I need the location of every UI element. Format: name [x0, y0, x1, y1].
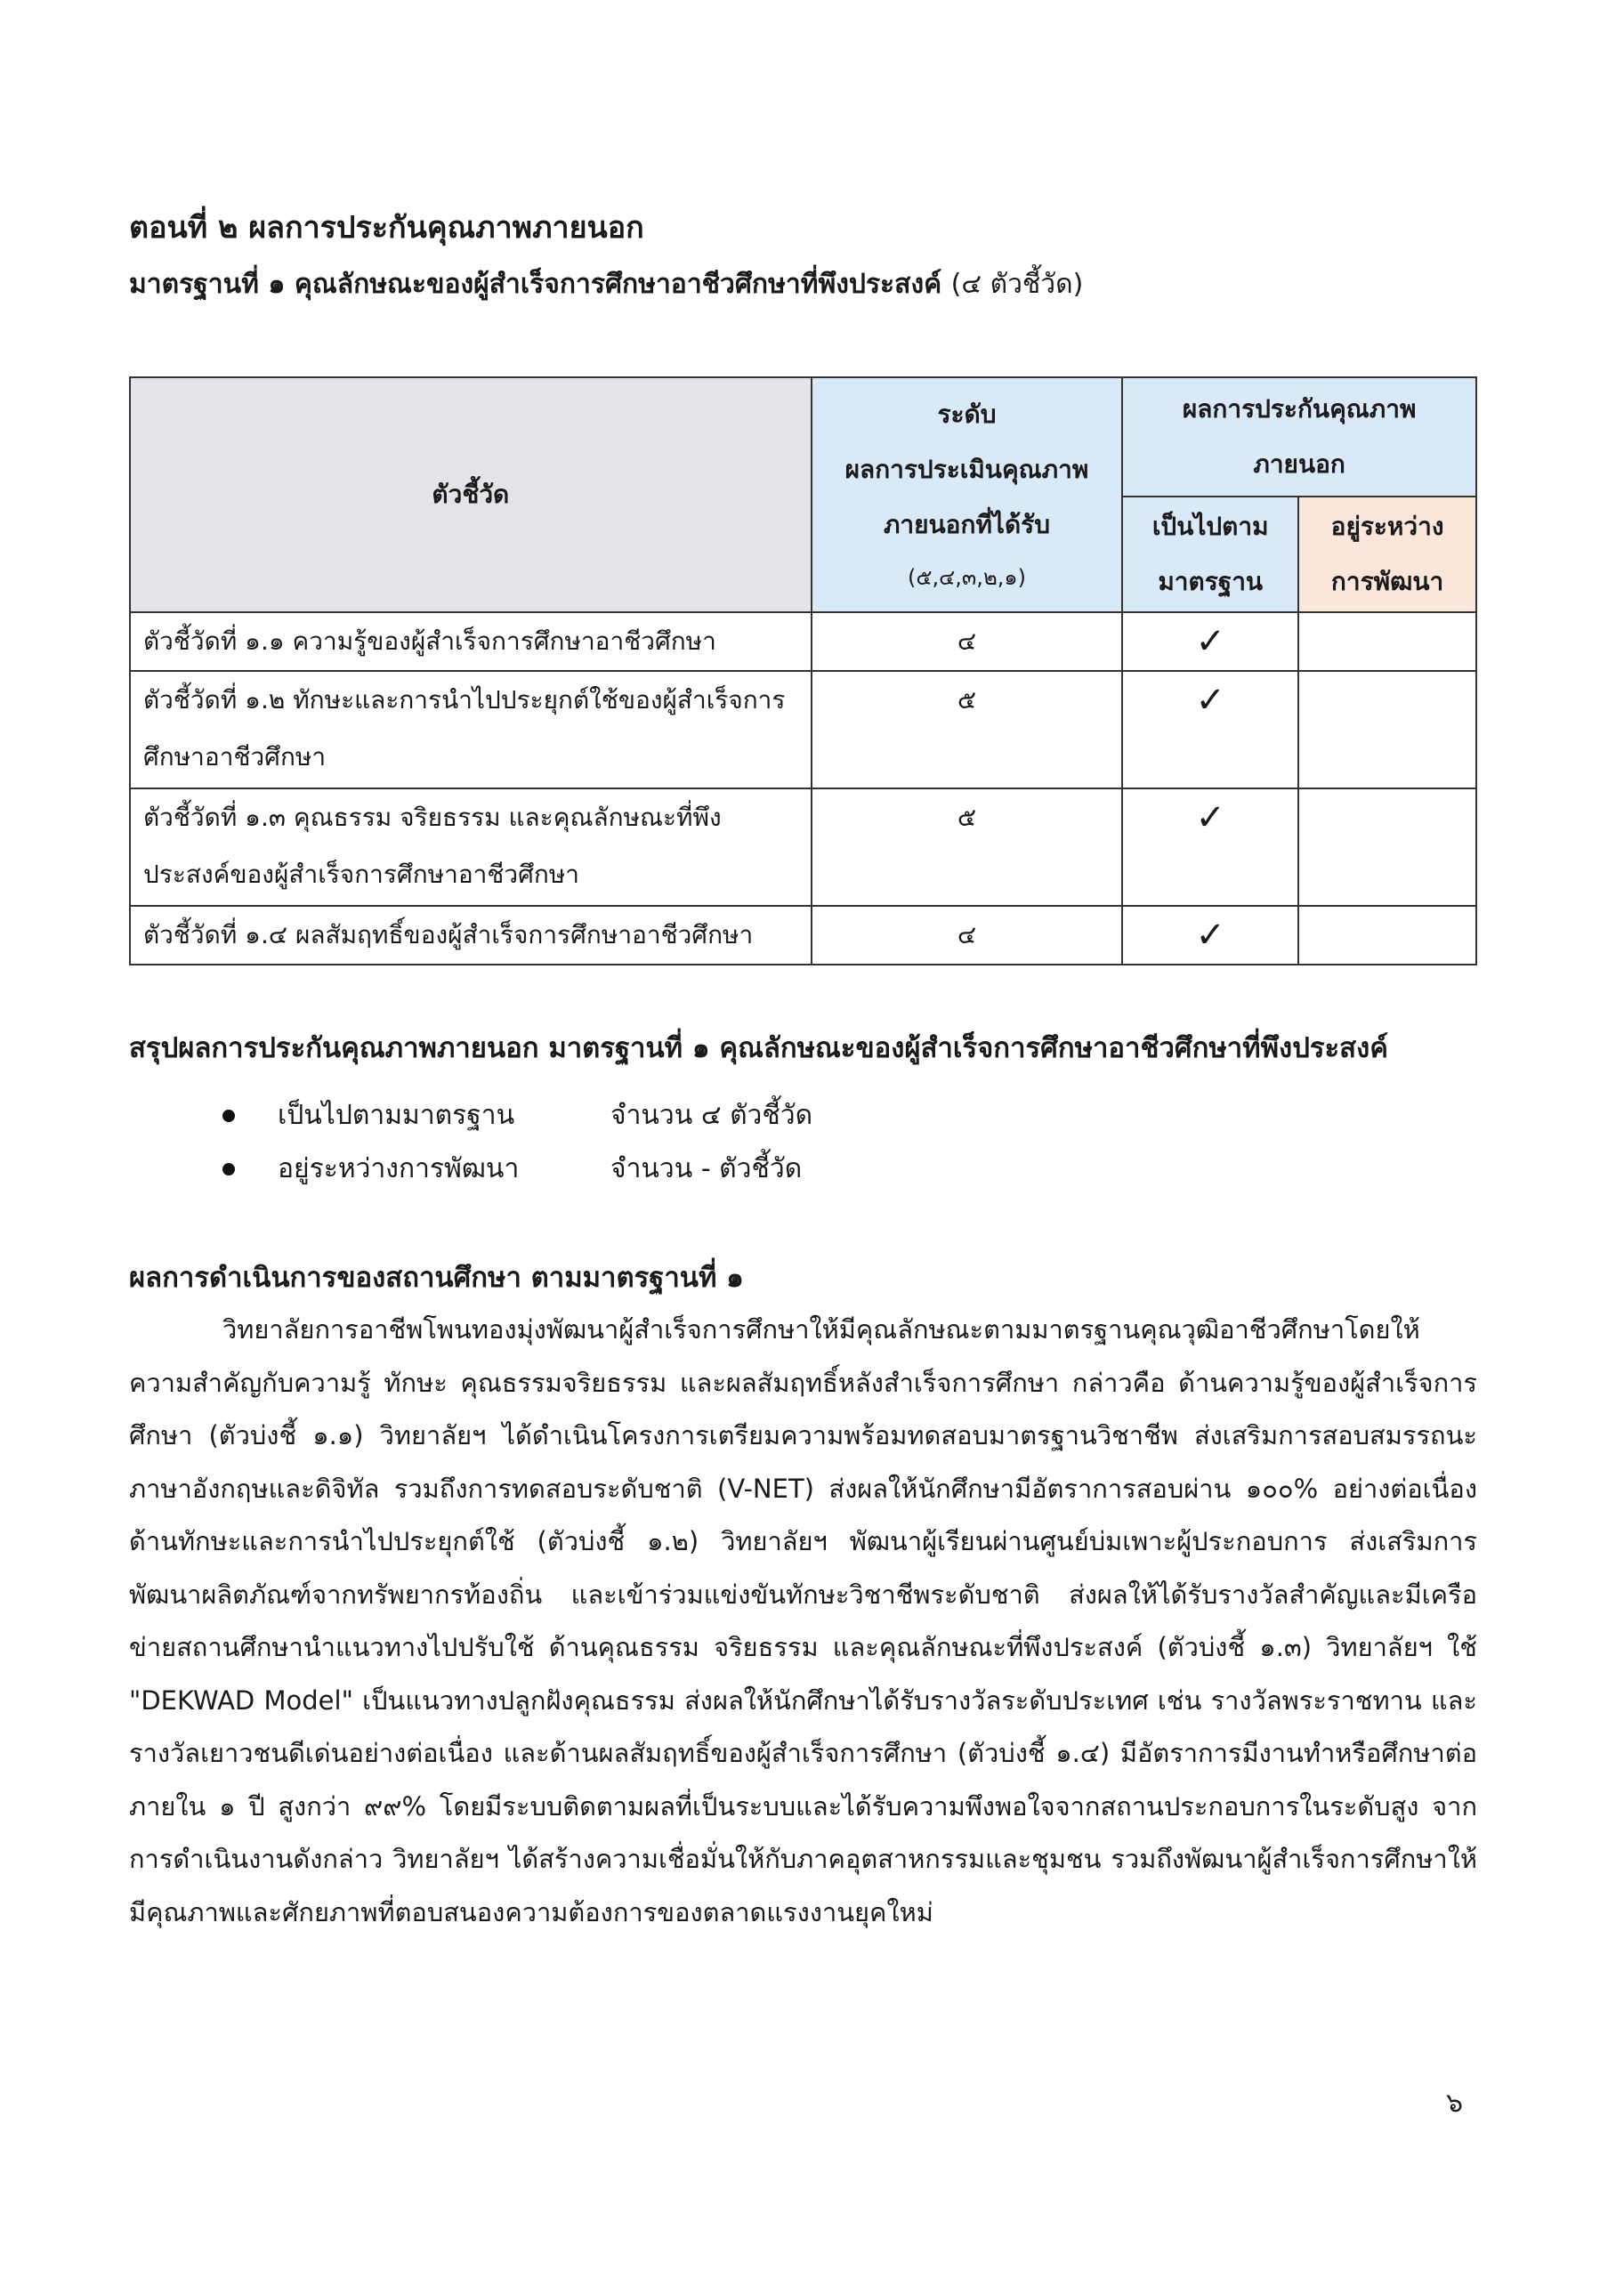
page-number: ๖ [1446, 2088, 1464, 2119]
row-dev [1298, 788, 1476, 906]
row-dev [1298, 671, 1476, 788]
table-row [130, 671, 1476, 788]
summary-item [222, 1095, 812, 1136]
header-dev-line-1: อยู่ระหว่าง [1330, 512, 1444, 541]
header-result-line-1: ผลการประกันคุณภาพ [1182, 394, 1417, 424]
indicator-table [129, 376, 1477, 965]
row-indicator: ตัวชี้วัดที่ ๑.๒ ทักษะและการนำไปประยุกต์ใช้ของผู้สำเร็จการศึกษาอาชีวศึกษา [130, 671, 812, 788]
summary-item-label: อยู่ระหว่างการพัฒนา [278, 1153, 520, 1184]
bullet-icon [222, 1110, 235, 1122]
header-level [812, 377, 1123, 612]
header-result [1122, 377, 1476, 497]
row-level: ๔ [812, 906, 1123, 965]
row-level: ๕ [812, 788, 1123, 906]
summary-item-label: เป็นไปตามมาตรฐาน [278, 1100, 515, 1131]
row-dev [1298, 612, 1476, 671]
standard-title-text: มาตรฐานที่ ๑ คุณลักษณะของผู้สำเร็จการศึกษาอาชีวศึกษาที่พึงประสงค์ [129, 269, 942, 300]
check-icon: ✓ [1122, 612, 1298, 671]
standard-indicator-count: (๔ ตัวชี้วัด) [950, 269, 1084, 300]
header-level-line-3: ภายนอกที่ได้รับ [883, 510, 1050, 539]
check-icon: ✓ [1122, 906, 1298, 965]
header-dev-line-2: การพัฒนา [1330, 567, 1444, 596]
header-dev [1298, 497, 1476, 612]
header-level-scale: (๕,๔,๓,๒,๑) [907, 565, 1026, 590]
header-result-line-2: ภายนอก [1253, 449, 1345, 479]
table-row [130, 906, 1476, 965]
check-icon: ✓ [1122, 671, 1298, 788]
row-level: ๕ [812, 671, 1123, 788]
row-indicator: ตัวชี้วัดที่ ๑.๔ ผลสัมฤทธิ์ของผู้สำเร็จการศึกษาอาชีวศึกษา [130, 906, 812, 965]
summary-title: สรุปผลการประกันคุณภาพภายนอก มาตรฐานที่ ๑ คุณลักษณะของผู้สำเร็จการศึกษาอาชีวศึกษาที่พึงประสงค์ [129, 1032, 1388, 1064]
header-pass [1122, 497, 1298, 612]
standard-title [129, 263, 1083, 305]
part-title: ตอนที่ ๒ ผลการประกันคุณภาพภายนอก [129, 210, 644, 246]
header-pass-line-1: เป็นไปตาม [1151, 512, 1269, 541]
row-dev [1298, 906, 1476, 965]
table-row [130, 612, 1476, 671]
header-level-line-2: ผลการประเมินคุณภาพ [844, 455, 1089, 484]
summary-item [222, 1148, 802, 1190]
body-paragraph [129, 1304, 1477, 1939]
summary-item-count: จำนวน ๔ ตัวชี้วัด [610, 1100, 813, 1131]
row-indicator: ตัวชี้วัดที่ ๑.๑ ความรู้ของผู้สำเร็จการศึกษาอาชีวศึกษา [130, 612, 812, 671]
summary-item-count: จำนวน - ตัวชี้วัด [610, 1153, 803, 1184]
bullet-icon [222, 1163, 235, 1175]
header-indicator: ตัวชี้วัด [130, 377, 812, 612]
header-pass-line-2: มาตรฐาน [1158, 567, 1264, 596]
table-row [130, 788, 1476, 906]
header-level-line-1: ระดับ [937, 400, 997, 429]
row-indicator: ตัวชี้วัดที่ ๑.๓ คุณธรรม จริยธรรม และคุณลักษณะที่พึงประสงค์ของผู้สำเร็จการศึกษาอาชีวศึกษา [130, 788, 812, 906]
body-text: วิทยาลัยการอาชีพโพนทองมุ่งพัฒนาผู้สำเร็จการศึกษาให้มีคุณลักษณะตามมาตรฐานคุณวุฒิอาชีวศึกษาโดยให้ความสำคัญกับความรู้ ทักษะ คุณธรรมจริยธรรม และผลสัมฤทธิ์หลังสำเร็จการศึกษา กล่าวคือ ด้านความรู้ของผู้สำเร็จการศึกษา (ตัวบ่งชี้ ๑.๑) วิทยาลัยฯ ได้ดำเนินโครงการเตรียมความพร้อมทดสอบมาตรฐานวิชาชีพ ส่งเสริมการสอบสมรรถนะภาษาอังกฤษและดิจิทัล รวมถึงการทดสอบระดับชาติ (V-NET) ส่งผลให้นักศึกษามีอัตราการสอบผ่าน ๑๐๐% อย่างต่อเนื่อง ด้านทักษะและการนำไปประยุกต์ใช้ (ตัวบ่งชี้ ๑.๒) วิทยาลัยฯ พัฒนาผู้เรียนผ่านศูนย์บ่มเพาะผู้ประกอบการ ส่งเสริมการพัฒนาผลิตภัณฑ์จากทรัพยากรท้องถิ่น และเข้าร่วมแข่งขันทักษะวิชาชีพระดับชาติ ส่งผลให้ได้รับรางวัลสำคัญและมีเครือข่ายสถานศึกษานำแนวทางไปปรับใช้ ด้านคุณธรรม จริยธรรม และคุณลักษณะที่พึงประสงค์ (ตัวบ่งชี้ ๑.๓) วิทยาลัยฯ ใช้ "DEKWAD Model" เป็นแนวทางปลูกฝังคุณธรรม ส่งผลให้นักศึกษาได้รับรางวัลระดับประเทศ เช่น รางวัลพระราชทาน และรางวัลเยาวชนดีเด่นอย่างต่อเนื่อง และด้านผลสัมฤทธิ์ของผู้สำเร็จการศึกษา (ตัวบ่งชี้ ๑.๔) มีอัตราการมีงานทำหรือศึกษาต่อภายใน ๑ ปี สูงกว่า ๙๙% โดยมีระบบติดตามผลที่เป็นระบบและได้รับความพึงพอใจจากสถานประกอบการในระดับสูง จากการดำเนินงานดังกล่าว วิทยาลัยฯ ได้สร้างความเชื่อมั่นให้กับภาคอุตสาหกรรมและชุมชน รวมถึงพัฒนาผู้สำเร็จการศึกษาให้มีคุณภาพและศักยภาพที่ตอบสนองความต้องการของตลาดแรงงานยุคใหม่ [129, 1314, 1477, 1927]
body-title: ผลการดำเนินการของสถานศึกษา ตามมาตรฐานที่ ๑ [129, 1262, 744, 1294]
check-icon: ✓ [1122, 788, 1298, 906]
row-level: ๔ [812, 612, 1123, 671]
